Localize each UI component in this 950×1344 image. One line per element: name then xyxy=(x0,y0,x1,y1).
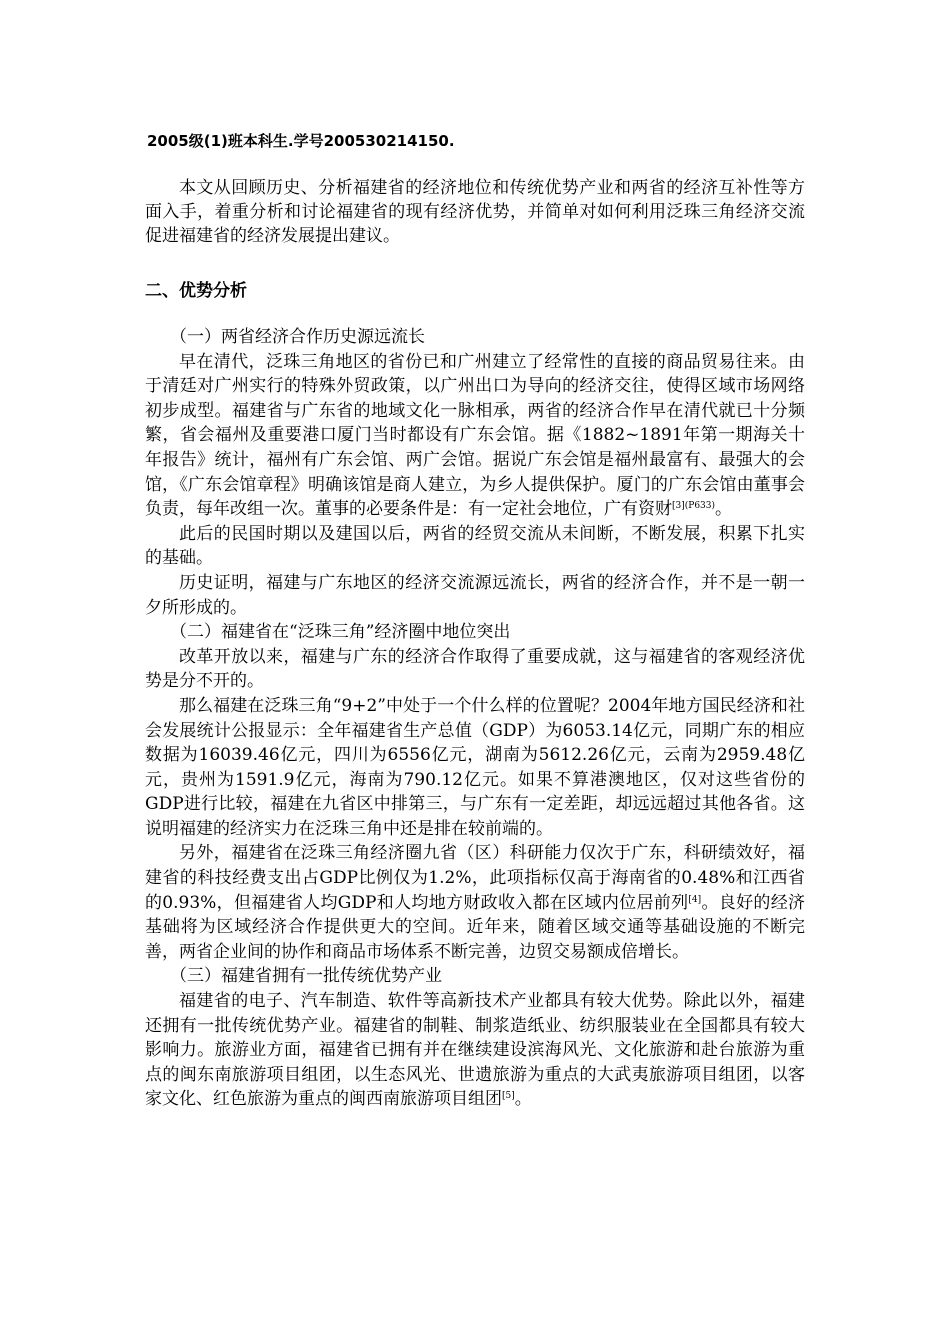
subsection-heading-3: （三）福建省拥有一批传统优势产业 xyxy=(170,966,442,987)
paragraph-text: 。良好的经济基础将为区域经济合作提供更大的空间。近年来，随着区域交通等基础设施的不断完善，两省企业间的协作和商品市场体系不断完善，边贸交易额成倍增长。 xyxy=(145,892,806,962)
abstract-paragraph: 本文从回顾历史、分析福建省的经济地位和传统优势产业和两省的经济互补性等方面入手，着重分析和讨论福建省的现有经济优势，并简单对如何利用泛珠三角经济交流促进福建省的经济发展提出建议。 xyxy=(145,178,805,246)
paragraph-gdp: 那么福建在泛珠三角“9+2”中处于一个什么样的位置呢？2004年地方国民经济和社会发展统计公报显示：全年福建省生产总值（GDP）为6053.14亿元，同期广东的相应数据为16039.46亿元，四川为6556亿元，湖南为5612.26亿元，云南为2959.48亿元，贵州为1591.9亿元，海南为790.12亿元。如果不算港澳地区，仅对这些省份的GDP进行比较，福建在九省区中排第三，与广东有一定差距，却远远超过其他各省。这说明福建的经济实力在泛珠三角中还是排在较前端的。 xyxy=(145,695,805,839)
subsection-heading-1: （一）两省经济合作历史源远流长 xyxy=(170,327,425,347)
paragraph-industry xyxy=(145,989,805,1112)
paragraph-history xyxy=(145,350,805,522)
paragraph-end: 。 xyxy=(514,1089,532,1110)
paragraph-text: 福建省的电子、汽车制造、软件等高新技术产业都具有较大优势。除此以外，福建还拥有一批传统优势产业。福建省的制鞋、制浆造纸业、纺织服装业在全国都具有较大影响力。旅游业方面，福建省已拥有并在继续建设滨海风光、文化旅游和赴台旅游为重点的闽东南旅游项目组团，以生态风光、世遗旅游为重点的大武夷旅游项目组团，以客家文化、红色旅游为重点的闽西南旅游项目组团 xyxy=(145,991,805,1110)
author-note: 2005级(1)班本科生.学号200530214150. xyxy=(147,132,455,150)
paragraph-republic: 此后的民国时期以及建国以后，两省的经贸交流从未间断，不断发展，积累下扎实的基础。 xyxy=(145,523,805,569)
citation-ref: [5] xyxy=(502,1091,515,1102)
citation-ref: [4] xyxy=(688,894,702,905)
paragraph-reform: 改革开放以来，福建与广东的经济合作取得了重要成就，这与福建省的客观经济优势是分不开的。 xyxy=(145,646,805,692)
citation-ref: [3](P633) xyxy=(672,501,716,512)
section-heading: 二、优势分析 xyxy=(145,281,247,301)
section-body xyxy=(145,325,805,1112)
paragraph-end: 。 xyxy=(715,499,733,520)
paragraph-proof: 历史证明，福建与广东地区的经济交流源远流长，两省的经济合作，并不是一朝一夕所形成的。 xyxy=(145,572,805,618)
paragraph-text: 早在清代，泛珠三角地区的省份已和广州建立了经常性的直接的商品贸易往来。由于清廷对广州实行的特殊外贸政策，以广州出口为导向的经济交往，使得区域市场网络初步成型。福建省与广东省的地域文化一脉相承，两省的经济合作早在清代就已十分频繁，省会福州及重要港口厦门当时都设有广东会馆。据《1882~1891年第一期海关十年报告》统计，福州有广东会馆、两广会馆。据说广东会馆是福州最富有、最强大的会馆，《广东会馆章程》明确该馆是商人建立，为乡人提供保护。厦门的广东会馆由董事会负责，每年改组一次。董事的必要条件是：有一定社会地位，广有资财 xyxy=(145,351,805,520)
paragraph-research xyxy=(145,841,805,964)
subsection-heading-2: （二）福建省在“泛珠三角”经济圈中地位突出 xyxy=(170,622,511,643)
paragraph-text: 另外，福建省在泛珠三角经济圈九省（区）科研能力仅次于广东，科研绩效好，福建省的科技经费支出占GDP比例仅为1.2%，此项指标仅高于海南省的0.48%和江西省的0.93%，但福建省人均GDP和人均地方财政收入都在区域内位居前列 xyxy=(145,843,805,913)
